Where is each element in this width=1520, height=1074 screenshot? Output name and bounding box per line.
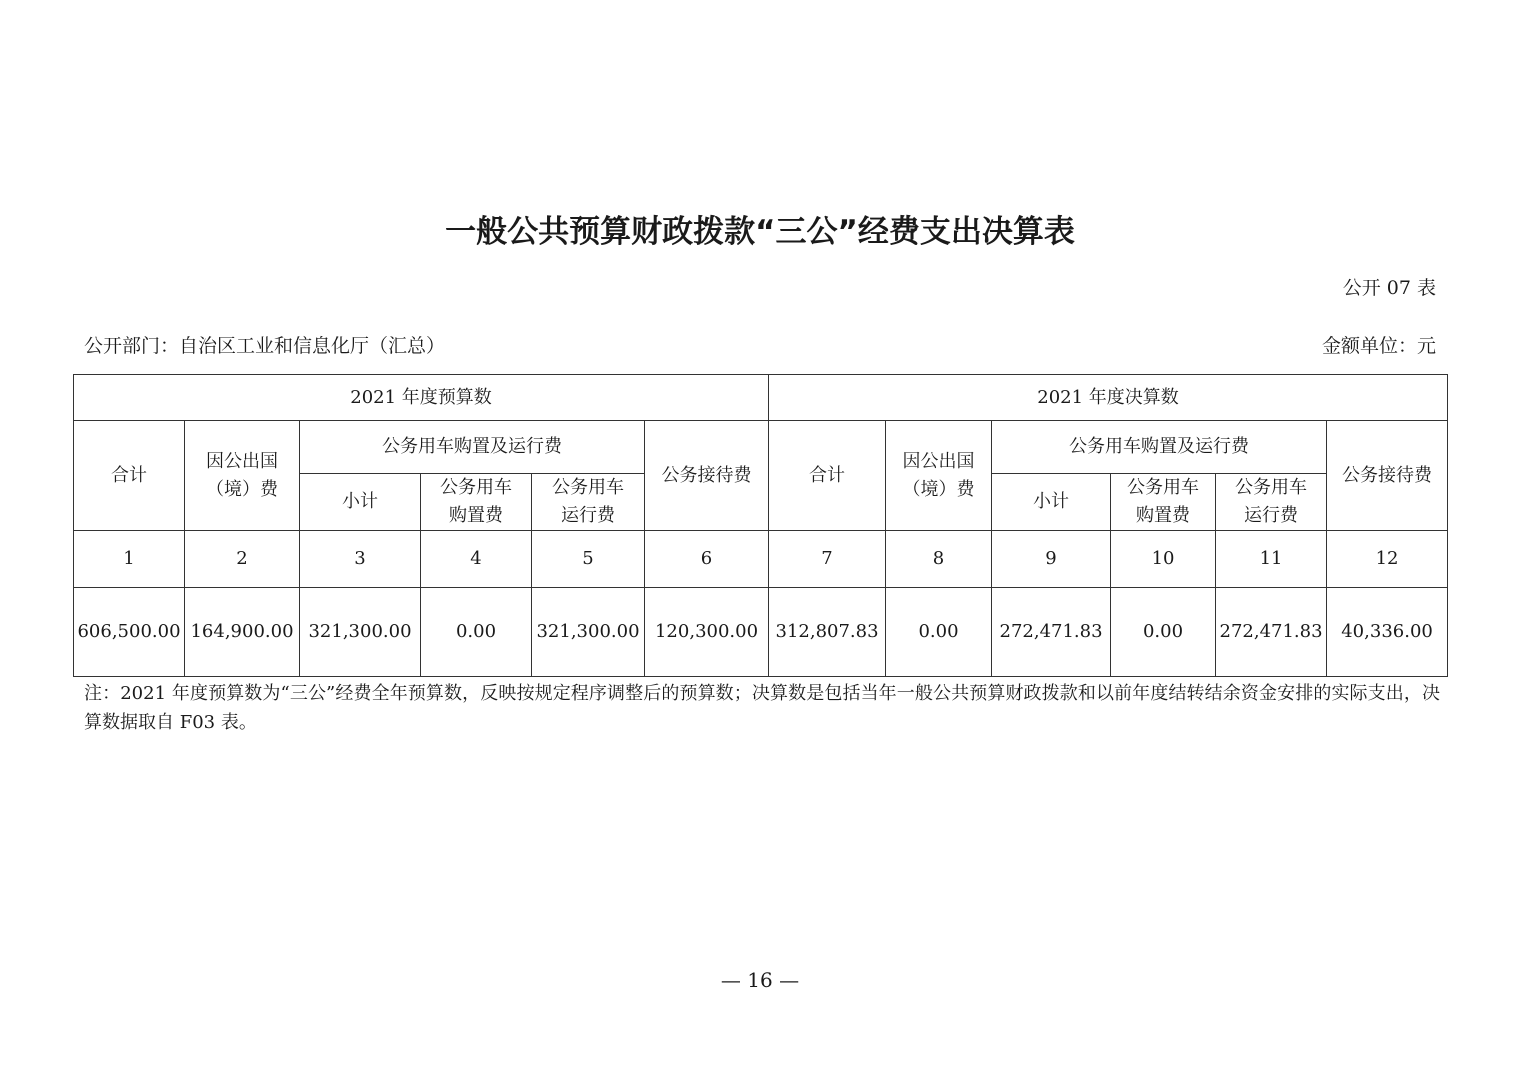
col-number: 1 <box>74 531 185 588</box>
budget-total-header: 合计 <box>74 421 185 531</box>
value-cell: 321,300.00 <box>532 588 645 677</box>
budget-operate-header <box>532 474 645 531</box>
value-row <box>74 588 1448 677</box>
col-number: 9 <box>992 531 1111 588</box>
col-number: 2 <box>185 531 300 588</box>
purchase-header-line2: 购置费 <box>449 505 503 526</box>
col-number: 7 <box>769 531 886 588</box>
purchase-header-line1: 公务用车 <box>440 477 512 498</box>
operate-header-line1: 公务用车 <box>552 477 624 498</box>
col-number: 11 <box>1216 531 1327 588</box>
abroad-header-line2: （境）费 <box>206 478 278 500</box>
operate-header-line2: 运行费 <box>561 505 615 526</box>
footnote: 注：2021 年度预算数为“三公”经费全年预算数，反映按规定程序调整后的预算数；决算数是包括当年一般公共预算财政拨款和以前年度结转结余资金安排的实际支出，决算数据取自 F03 表。 <box>84 683 1440 733</box>
value-cell: 40,336.00 <box>1327 588 1448 677</box>
col-number: 12 <box>1327 531 1448 588</box>
table-number: 公开 07 表 <box>1342 277 1436 299</box>
unit-label: 金额单位：元 <box>1321 335 1436 357</box>
col-number: 3 <box>300 531 421 588</box>
budget-vehicle-header: 公务用车购置及运行费 <box>300 421 645 474</box>
expenditure-table <box>73 374 1448 677</box>
operate-header-line1: 公务用车 <box>1235 477 1308 498</box>
abroad-header-line1: 因公出国 <box>206 450 278 472</box>
value-cell: 0.00 <box>886 588 992 677</box>
document-title: 一般公共预算财政拨款“三公”经费支出决算表 <box>445 214 1075 250</box>
final-purchase-header <box>1111 474 1216 531</box>
department-label: 公开部门：自治区工业和信息化厅（汇总） <box>84 335 446 357</box>
budget-reception-header: 公务接待费 <box>645 421 769 531</box>
final-vehicle-header: 公务用车购置及运行费 <box>992 421 1327 474</box>
column-number-row <box>74 531 1448 588</box>
value-cell: 0.00 <box>1111 588 1216 677</box>
value-cell: 164,900.00 <box>185 588 300 677</box>
abroad-header-line2: （境）费 <box>902 478 975 500</box>
col-number: 4 <box>421 531 532 588</box>
final-subtotal-header: 小计 <box>992 474 1111 531</box>
value-cell: 120,300.00 <box>645 588 769 677</box>
value-cell: 312,807.83 <box>769 588 886 677</box>
abroad-header-line1: 因公出国 <box>902 450 975 472</box>
page-number: — 16 — <box>720 968 800 992</box>
value-cell: 0.00 <box>421 588 532 677</box>
budget-purchase-header <box>421 474 532 531</box>
budget-group-header: 2021 年度预算数 <box>74 375 769 421</box>
value-cell: 321,300.00 <box>300 588 421 677</box>
purchase-header-line2: 购置费 <box>1136 505 1191 526</box>
final-group-header: 2021 年度决算数 <box>769 375 1448 421</box>
purchase-header-line1: 公务用车 <box>1127 477 1200 498</box>
col-number: 6 <box>645 531 769 588</box>
final-abroad-header <box>886 421 992 531</box>
budget-abroad-header <box>185 421 300 531</box>
col-number: 5 <box>532 531 645 588</box>
final-reception-header: 公务接待费 <box>1327 421 1448 531</box>
col-number: 10 <box>1111 531 1216 588</box>
col-number: 8 <box>886 531 992 588</box>
value-cell: 272,471.83 <box>1216 588 1327 677</box>
final-operate-header <box>1216 474 1327 531</box>
value-cell: 272,471.83 <box>992 588 1111 677</box>
budget-subtotal-header: 小计 <box>300 474 421 531</box>
operate-header-line2: 运行费 <box>1244 505 1299 526</box>
value-cell: 606,500.00 <box>74 588 185 677</box>
final-total-header: 合计 <box>769 421 886 531</box>
